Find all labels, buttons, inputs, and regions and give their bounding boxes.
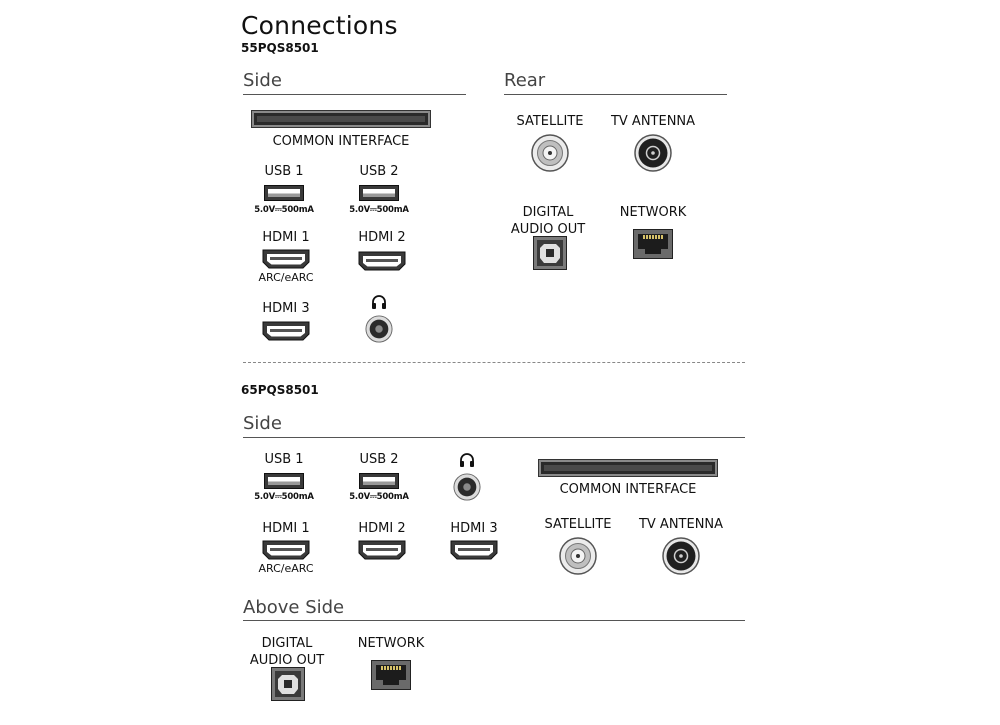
hdmi1-arc-note: ARC/eARC xyxy=(258,271,314,284)
section-divider xyxy=(243,437,745,438)
section-divider xyxy=(504,94,727,95)
headphone-icon xyxy=(371,294,387,310)
usb-port-icon xyxy=(264,473,304,489)
section-heading-above-side: Above Side xyxy=(243,597,345,618)
hdmi1-label: HDMI 1 xyxy=(262,230,310,245)
usb1-label: USB 1 xyxy=(264,452,304,467)
hdmi-port-icon xyxy=(450,540,498,560)
hdmi2-label: HDMI 2 xyxy=(358,521,406,536)
ethernet-port-icon xyxy=(371,660,411,690)
satellite-connector-icon xyxy=(531,134,569,172)
section-divider xyxy=(243,620,745,621)
antenna-connector-icon xyxy=(662,537,700,575)
common-interface-slot-icon xyxy=(251,110,431,128)
model-name-55: 55PQS8501 xyxy=(241,41,319,55)
audio-jack-icon xyxy=(365,315,393,343)
common-interface-label: COMMON INTERFACE xyxy=(559,482,697,497)
tv-antenna-label: TV ANTENNA xyxy=(610,114,696,129)
network-label: NETWORK xyxy=(619,205,687,220)
usb2-spec: 5.0V⎓500mA xyxy=(349,492,409,502)
network-label: NETWORK xyxy=(357,636,425,651)
headphone-icon xyxy=(459,452,475,468)
optical-port-icon xyxy=(533,236,567,270)
digital-audio-out-label-line2: AUDIO OUT xyxy=(510,222,586,237)
section-heading-rear: Rear xyxy=(504,70,546,91)
usb1-label: USB 1 xyxy=(264,164,304,179)
satellite-connector-icon xyxy=(559,537,597,575)
hdmi-port-icon xyxy=(262,540,310,560)
hdmi-port-icon xyxy=(358,540,406,560)
digital-audio-out-label-line1: DIGITAL xyxy=(261,636,313,651)
page-title: Connections xyxy=(241,11,398,40)
common-interface-label: COMMON INTERFACE xyxy=(272,134,410,149)
hdmi1-arc-note: ARC/eARC xyxy=(258,562,314,575)
usb2-label: USB 2 xyxy=(359,452,399,467)
usb2-spec: 5.0V⎓500mA xyxy=(349,205,409,215)
optical-port-icon xyxy=(271,667,305,701)
model-separator xyxy=(243,362,745,363)
hdmi2-label: HDMI 2 xyxy=(358,230,406,245)
common-interface-slot-icon xyxy=(538,459,718,477)
hdmi-port-icon xyxy=(358,251,406,271)
digital-audio-out-label-line1: DIGITAL xyxy=(522,205,574,220)
hdmi3-label: HDMI 3 xyxy=(262,301,310,316)
usb-port-icon xyxy=(264,185,304,201)
model-name-65: 65PQS8501 xyxy=(241,383,319,397)
audio-jack-icon xyxy=(453,473,481,501)
satellite-label: SATELLITE xyxy=(516,114,584,129)
hdmi1-label: HDMI 1 xyxy=(262,521,310,536)
ethernet-port-icon xyxy=(633,229,673,259)
usb-port-icon xyxy=(359,473,399,489)
antenna-connector-icon xyxy=(634,134,672,172)
section-heading-side: Side xyxy=(243,413,282,434)
hdmi-port-icon xyxy=(262,249,310,269)
section-divider xyxy=(243,94,466,95)
usb2-label: USB 2 xyxy=(359,164,399,179)
digital-audio-out-label-line2: AUDIO OUT xyxy=(249,653,325,668)
usb1-spec: 5.0V⎓500mA xyxy=(254,492,314,502)
tv-antenna-label: TV ANTENNA xyxy=(638,517,724,532)
hdmi-port-icon xyxy=(262,321,310,341)
hdmi3-label: HDMI 3 xyxy=(450,521,498,536)
usb-port-icon xyxy=(359,185,399,201)
section-heading-side: Side xyxy=(243,70,282,91)
usb1-spec: 5.0V⎓500mA xyxy=(254,205,314,215)
satellite-label: SATELLITE xyxy=(544,517,612,532)
